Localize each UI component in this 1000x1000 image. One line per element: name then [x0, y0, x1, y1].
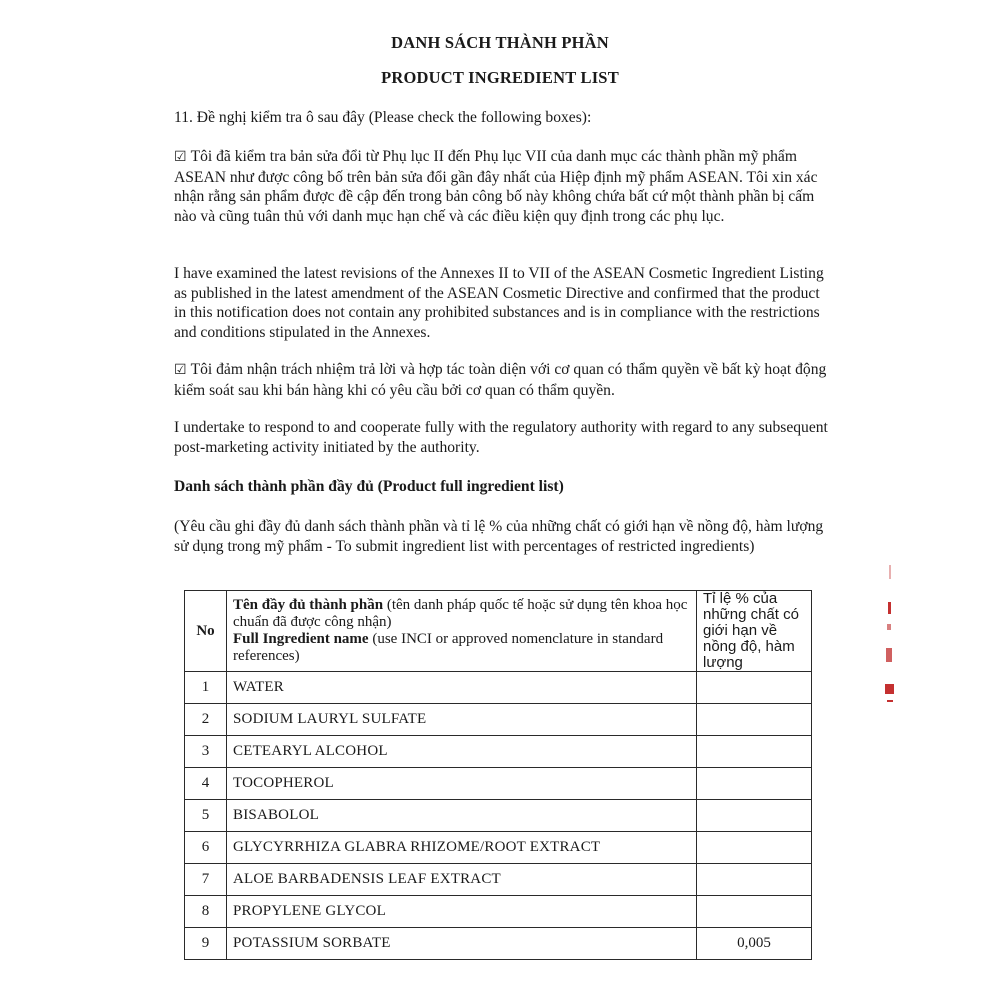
- ingredient-name: GLYCYRRHIZA GLABRA RHIZOME/ROOT EXTRACT: [227, 832, 697, 864]
- ingredient-percentage: [697, 704, 812, 736]
- table-row: [185, 800, 812, 832]
- ingredient-name: CETEARYL ALCOHOL: [227, 736, 697, 768]
- ingredient-percentage: [697, 864, 812, 896]
- table-row: [185, 736, 812, 768]
- ingredient-percentage: 0,005: [697, 928, 812, 960]
- row-number: 4: [185, 768, 227, 800]
- row-number: 8: [185, 896, 227, 928]
- checked-statement-1-vi: [174, 147, 834, 226]
- ingredient-percentage: [697, 736, 812, 768]
- row-number: 5: [185, 800, 227, 832]
- statement-1-en: I have examined the latest revisions of the Annexes II to VII of the ASEAN Cosmetic Ingredient Listing as published in the latest amendment of the ASEAN Cosmetic Directive and confirmed that the product in this notification does not contain any prohibited substances and is in compliance with the restrictions and conditions stipulated in the Annexes.: [174, 265, 824, 341]
- ingredient-percentage: [697, 672, 812, 704]
- ingredient-name: ALOE BARBADENSIS LEAF EXTRACT: [227, 864, 697, 896]
- ingredient-name: SODIUM LAURYL SULFATE: [227, 704, 697, 736]
- ingredient-percentage: [697, 768, 812, 800]
- row-number: 6: [185, 832, 227, 864]
- table-row: [185, 832, 812, 864]
- ingredient-percentage: [697, 832, 812, 864]
- ingredient-name: TOCOPHEROL: [227, 768, 697, 800]
- column-header-no: No: [185, 591, 227, 672]
- ingredient-list-requirement: (Yêu cầu ghi đầy đủ danh sách thành phần và tỉ lệ % của những chất có giới hạn về nồng độ, hàm lượng sử dụng trong mỹ phẩm - To submit ingredient list with percentages of restricted ingredients): [174, 518, 824, 555]
- table-row: [185, 928, 812, 960]
- column-header-percentage: Tỉ lệ % của những chất có giới hạn về nồng độ, hàm lượng: [697, 591, 812, 672]
- table-row: [185, 896, 812, 928]
- table-row: [185, 672, 812, 704]
- statement-1-vi-text: Tôi đã kiểm tra bản sửa đổi từ Phụ lục II đến Phụ lục VII của danh mục các thành phần mỹ phẩm ASEAN như được công bố trên bản sửa đổi gần đây nhất của Hiệp định mỹ phẩm ASEAN. Tôi xin xác nhận rằng sản phẩm được đề cập đến trong bản công bố này không chứa bất cứ một thành phần bị cấm nào và cũng tuân thủ với danh mục hạn chế và các điều kiện quy định trong các phụ lục.: [174, 148, 818, 225]
- statement-2-en: I undertake to respond to and cooperate fully with the regulatory authority with regard to any subsequent post-marketing activity initiated by the authority.: [174, 419, 828, 456]
- checked-box-icon: ☑: [174, 149, 187, 165]
- table-row: [185, 704, 812, 736]
- table-row: [185, 864, 812, 896]
- row-number: 9: [185, 928, 227, 960]
- row-number: 2: [185, 704, 227, 736]
- row-number: 1: [185, 672, 227, 704]
- statement-2-vi-text: Tôi đảm nhận trách nhiệm trả lời và hợp tác toàn diện với cơ quan có thẩm quyền về bất kỳ hoạt động kiểm soát sau khi bán hàng khi có yêu cầu bởi cơ quan có thẩm quyền.: [174, 361, 827, 399]
- ingredient-name: BISABOLOL: [227, 800, 697, 832]
- ingredient-percentage: [697, 896, 812, 928]
- ingredient-name: POTASSIUM SORBATE: [227, 928, 697, 960]
- margin-stamp-bleed: [883, 560, 897, 725]
- table-row: [185, 768, 812, 800]
- checked-statement-2-vi: [174, 360, 834, 400]
- ingredient-name: WATER: [227, 672, 697, 704]
- full-ingredient-list-heading: Danh sách thành phần đầy đủ (Product full ingredient list): [174, 478, 564, 495]
- title-vietnamese: DANH SÁCH THÀNH PHẦN: [391, 33, 609, 52]
- column-header-ingredient-name: Tên đầy đủ thành phần (tên danh pháp quốc tế hoặc sử dụng tên khoa học chuẩn đã được công nhận) Full Ingredient name (use INCI or approved nomenclature in standard references): [227, 591, 697, 672]
- ingredient-name: PROPYLENE GLYCOL: [227, 896, 697, 928]
- stamp-fragment-icon: [883, 560, 897, 720]
- ingredient-percentage: [697, 800, 812, 832]
- table-header-row: [185, 591, 812, 672]
- ingredient-table: [184, 590, 812, 960]
- title-english: PRODUCT INGREDIENT LIST: [381, 68, 619, 87]
- section-11-intro: 11. Đề nghị kiểm tra ô sau đây (Please check the following boxes):: [174, 109, 592, 126]
- row-number: 7: [185, 864, 227, 896]
- checked-box-icon: ☑: [174, 362, 187, 378]
- row-number: 3: [185, 736, 227, 768]
